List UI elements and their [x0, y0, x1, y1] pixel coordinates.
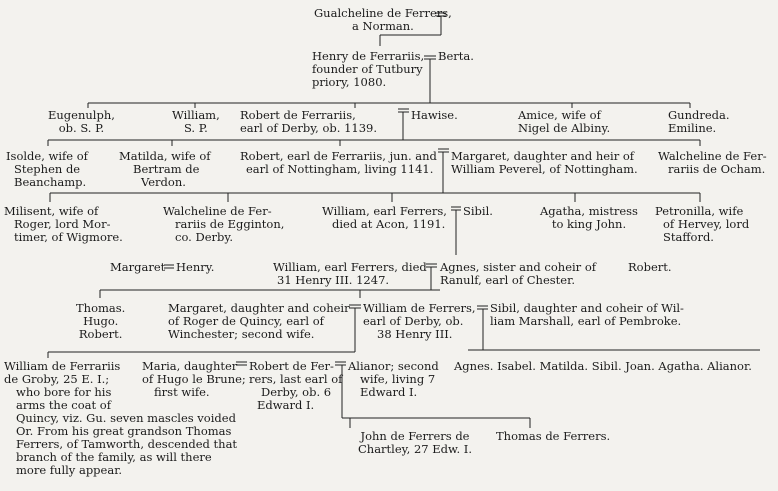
- thomas-hugo-robert: Thomas. Hugo. Robert.: [76, 301, 126, 341]
- petronilla: Petronilla, wife of Hervey, lord Stafford.: [655, 204, 750, 244]
- henry-de-ferrariis: Henry de Ferrariis, founder of Tutbury priory, 1080.: [312, 49, 425, 89]
- eugenulph: Eugenulph, ob. S. P.: [48, 108, 115, 135]
- sibil-marshall: Sibil, daughter and coheir of Wil- liam Marshall, earl of Pembroke.: [490, 301, 684, 328]
- milisent: Milisent, wife of Roger, lord Mor- timer, of Wigmore.: [4, 204, 123, 244]
- william-sp: William, S. P.: [172, 108, 220, 135]
- william-de-ferrariis-de-groby: William de Ferrariis de Groby, 25 E. I.; who bore for his arms the coat of Quincy, viz. Gu. seven mascles voided Or. From his great grandson Thomas Ferrers, of Tamworth, descended that branch of the family, as will there more fully appear.: [4, 359, 238, 477]
- margaret-de-quincy: Margaret, daughter and coheir of Roger de Quincy, earl of Winchester; second wife.: [168, 301, 350, 341]
- robert-de-ferrers-last-earl: Robert de Fer- rers, last earl of Derby, ob. 6 Edward I.: [249, 359, 343, 412]
- margaret: Margaret: [110, 260, 166, 274]
- gualcheline-de-ferrers: Gualcheline de Ferrers, a Norman.: [314, 6, 452, 33]
- amice: Amice, wife of Nigel de Albiny.: [518, 108, 611, 135]
- robert-earl-of-derby: Robert de Ferrariis, earl of Derby, ob. 1139.: [240, 108, 378, 135]
- walcheline-de-ocham: Walcheline de Fer- rariis de Ocham.: [658, 149, 767, 176]
- agnes-of-chester: Agnes, sister and coheir of Ranulf, earl of Chester.: [440, 260, 597, 287]
- william-earl-ferrers-1191: William, earl Ferrers, died at Acon, 1191.: [322, 204, 447, 231]
- gundreda-emiline: Gundreda. Emiline.: [668, 108, 730, 135]
- alianor-second-wife: Alianor; second wife, living 7 Edward I.: [348, 359, 439, 399]
- john-de-ferrers-de-chartley: John de Ferrers de Chartley, 27 Edw. I.: [358, 429, 472, 456]
- agatha-mistress: Agatha, mistress to king John.: [540, 204, 638, 231]
- hawise: Hawise.: [411, 108, 458, 122]
- thomas-de-ferrers: Thomas de Ferrers.: [496, 429, 611, 443]
- henry: Henry.: [176, 260, 215, 274]
- robert-earl-de-ferrariis-jun: Robert, earl de Ferrariis, jun. and earl of Nottingham, living 1141.: [240, 149, 437, 176]
- berta: Berta.: [438, 49, 474, 63]
- maria-le-brune: Maria, daughter of Hugo le Brune; first wife.: [142, 359, 246, 399]
- daughters-row: Agnes. Isabel. Matilda. Sibil. Joan. Agatha. Alianor.: [454, 359, 752, 373]
- walcheline-de-egginton: Walcheline de Fer- rariis de Egginton, co. Derby.: [163, 204, 285, 244]
- matilda: Matilda, wife of Bertram de Verdon.: [119, 149, 211, 189]
- margaret-peverel: Margaret, daughter and heir of William Peverel, of Nottingham.: [451, 149, 638, 176]
- sibil: Sibil.: [463, 204, 493, 218]
- robert: Robert.: [628, 260, 672, 274]
- william-earl-ferrers-1247: William, earl Ferrers, died 31 Henry III. 1247.: [273, 260, 427, 287]
- isolde: Isolde, wife of Stephen de Beanchamp.: [6, 149, 88, 189]
- william-de-ferrers-earl-of-derby: William de Ferrers, earl of Derby, ob. 38 Henry III.: [363, 301, 476, 341]
